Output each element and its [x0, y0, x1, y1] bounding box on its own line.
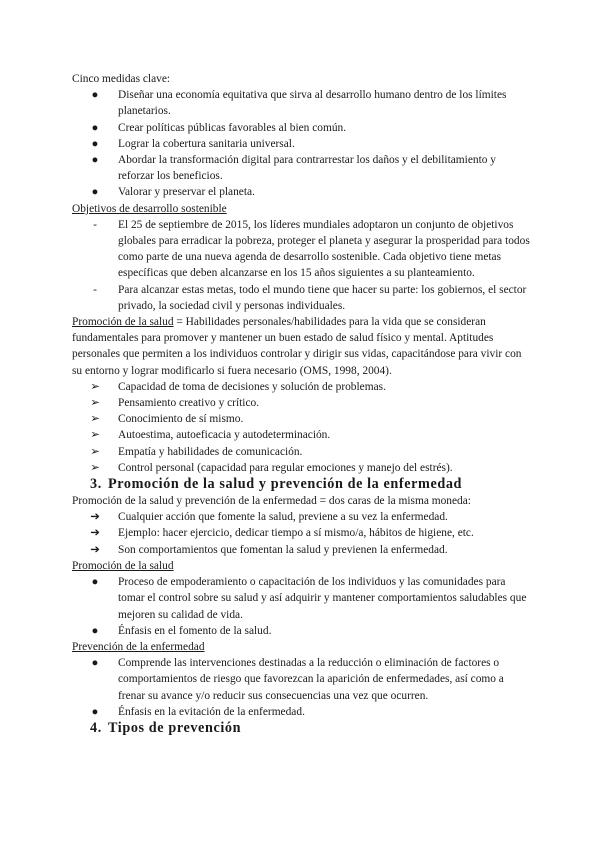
promocion-title: Promoción de la salud: [72, 559, 174, 572]
list-item: ● Proceso de empoderamiento o capacitación de los individuos y las comunidades para tomar el control sobre su salud y así adquirir y mantener comportamientos saludables que mejoren su calidad de vida.: [72, 574, 532, 623]
prevencion-title: Prevención de la enfermedad: [72, 640, 205, 653]
list-item: ● Comprende las intervenciones destinadas a la reducción o eliminación de factores o comportamientos de riesgo que favorezcan la aparición de enfermedades, así como a frenar su avance y/o reducir sus consecuencias una vez que ocurren.: [72, 655, 532, 704]
dash-marker: -: [93, 283, 97, 296]
bullet-marker: ●: [91, 186, 99, 199]
arrow-marker: ➔: [90, 543, 100, 556]
bullet-marker: ●: [91, 705, 99, 718]
list-item: ➔ Ejemplo: hacer ejercicio, dedicar tiempo a sí mismo/a, hábitos de higiene, etc.: [72, 525, 532, 541]
list-item: ● Crear políticas públicas favorables al bien común.: [72, 120, 532, 136]
bullet-marker: ●: [91, 121, 99, 134]
arrow-marker: ➢: [90, 461, 100, 474]
prevencion-list: [72, 655, 532, 720]
list-item: ➢ Capacidad de toma de decisiones y solución de problemas.: [72, 379, 532, 395]
medidas-list: [72, 87, 532, 200]
arrow-marker: ➔: [90, 511, 100, 524]
habilidades-list: [72, 379, 532, 476]
list-item: ● Diseñar una economía equitativa que sirva al desarrollo humano dentro de los límites planetarios.: [72, 87, 532, 119]
list-item: ➢ Pensamiento creativo y crítico.: [72, 395, 532, 411]
promocion-term: Promoción de la salud: [72, 316, 174, 329]
arrow-marker: ➢: [90, 397, 100, 410]
list-item: ➔ Son comportamientos que fomentan la salud y previenen la enfermedad.: [72, 542, 532, 558]
list-item: ● Abordar la transformación digital para contrarrestar los daños y el debilitamiento y reforzar los beneficios.: [72, 152, 532, 184]
bullet-marker: ●: [91, 657, 99, 670]
section-3-list: [72, 509, 532, 558]
promocion-list: [72, 574, 532, 639]
section-4-title: Tipos de prevención: [108, 719, 242, 736]
bullet-marker: ●: [91, 154, 99, 167]
section-3-heading: [72, 476, 532, 493]
arrow-marker: ➢: [90, 413, 100, 426]
section-3-intro: Promoción de la salud y prevención de la enfermedad = dos caras de la misma moneda:: [72, 495, 471, 508]
section-4-heading: [72, 720, 532, 737]
list-item: ➔ Cualquier acción que fomente la salud, previene a su vez la enfermedad.: [72, 509, 532, 525]
section-3-number: 3.: [90, 476, 102, 493]
list-item: ● Énfasis en el fomento de la salud.: [72, 623, 532, 639]
bullet-marker: ●: [91, 624, 99, 637]
list-item: - Para alcanzar estas metas, todo el mundo tiene que hacer su parte: los gobiernos, el sector privado, la sociedad civil y personas individuales.: [72, 282, 532, 314]
arrow-marker: ➢: [90, 429, 100, 442]
section-4-number: 4.: [90, 719, 102, 736]
dash-marker: -: [93, 218, 97, 231]
list-item: - El 25 de septiembre de 2015, los líderes mundiales adoptaron un conjunto de objetivos globales para erradicar la pobreza, proteger el planeta y asegurar la prosperidad para todos como parte de una nueva agenda de desarrollo sostenible. Cada objetivo tiene metas específicas que deben alcanzarse en los 15 años siguientes a su planteamiento.: [72, 217, 532, 282]
list-item: ➢ Control personal (capacidad para regular emociones y manejo del estrés).: [72, 460, 532, 476]
list-item: ● Valorar y preservar el planeta.: [72, 184, 532, 200]
bullet-marker: ●: [91, 137, 99, 150]
section-3-title: Promoción de la salud y prevención de la enfermedad: [108, 476, 463, 493]
list-item: ➢ Conocimiento de sí mismo.: [72, 411, 532, 427]
ods-list: [72, 217, 532, 314]
promocion-definition-text: = Habilidades personales/habilidades para la vida que se consideran fundamentales para promover y mantener un buen estado de salud físico y mental. Aptitudes personales que permiten a los individuos controlar y dirigir sus vidas, capacitándose para vivir con su entorno y lograr modificarlo si fuera necesario (OMS, 1998, 2004).: [72, 316, 522, 377]
list-item: ● Lograr la cobertura sanitaria universal.: [72, 136, 532, 152]
ods-title: Objetivos de desarrollo sostenible: [72, 202, 227, 215]
bullet-marker: ●: [91, 576, 99, 589]
medidas-title: Cinco medidas clave:: [72, 73, 171, 85]
arrow-marker: ➢: [90, 445, 100, 458]
list-item: ➢ Autoestima, autoeficacia y autodeterminación.: [72, 427, 532, 443]
bullet-marker: ●: [91, 89, 99, 102]
document-content: [72, 71, 532, 737]
list-item: ➢ Empatía y habilidades de comunicación.: [72, 444, 532, 460]
promocion-definition: [72, 314, 532, 379]
arrow-marker: ➢: [90, 380, 100, 393]
list-item: ● Énfasis en la evitación de la enfermedad.: [72, 704, 532, 720]
arrow-marker: ➔: [90, 527, 100, 540]
